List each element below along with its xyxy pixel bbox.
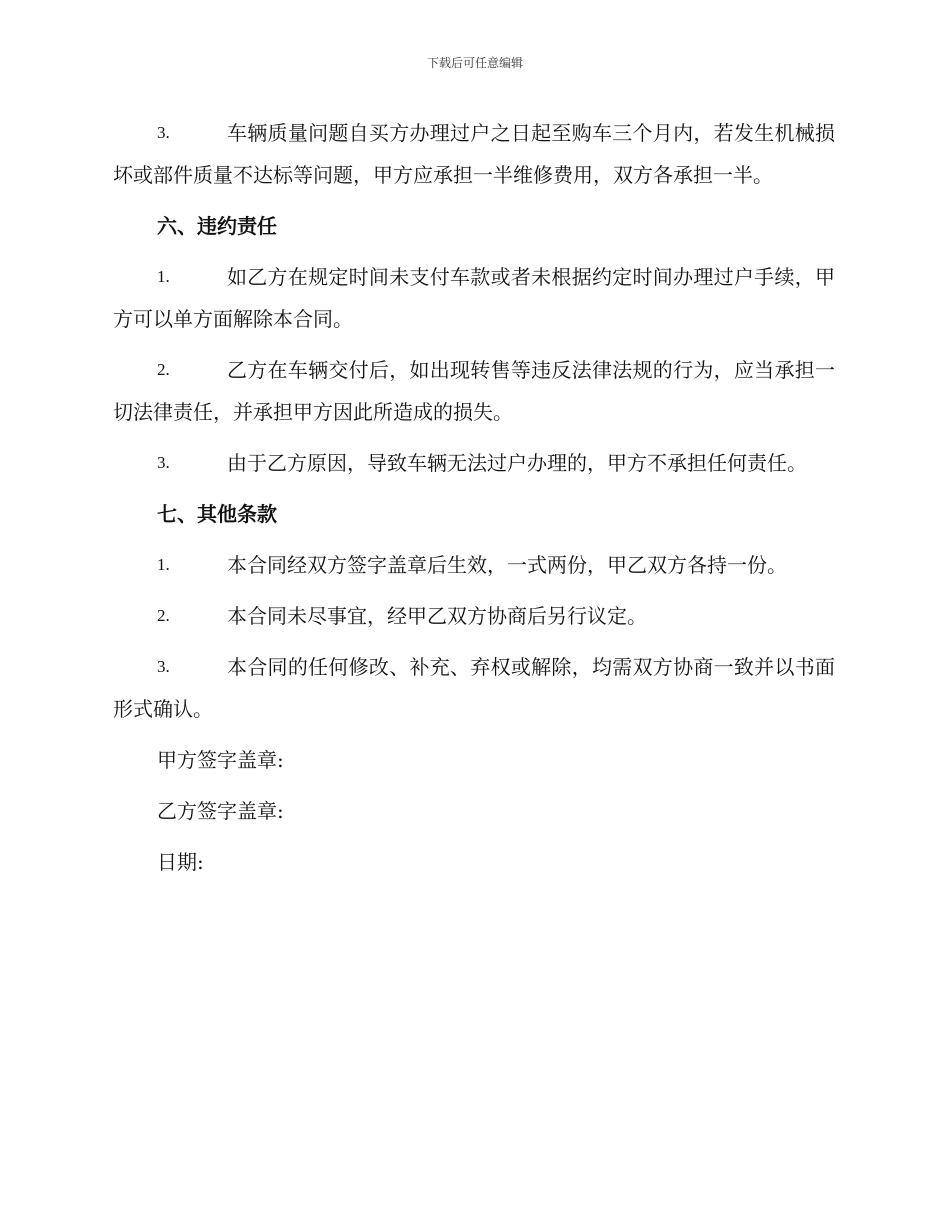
clause-number: 3.: [157, 453, 170, 472]
signature-party-a: 甲方签字盖章:: [157, 748, 284, 772]
clause-5-3: [113, 112, 835, 196]
clause-7-3: [113, 646, 835, 730]
clause-number: 2.: [157, 606, 170, 625]
page-header: 下载后可任意编辑: [426, 56, 523, 70]
section-heading-breach: 六、违约责任: [157, 214, 277, 238]
clause-7-1: [113, 544, 835, 586]
document-body: [113, 112, 835, 892]
clause-6-2: [113, 349, 835, 433]
clause-number: 3.: [157, 657, 170, 676]
clause-text: 本合同未尽事宜，经甲乙双方协商后另行议定。: [227, 604, 647, 628]
clause-text: 本合同的任何修改、补充、弃权或解除，均需双方协商一致并以书面形式确认。: [113, 655, 835, 721]
signature-date: 日期:: [157, 850, 204, 874]
signature-party-b: 乙方签字盖章:: [157, 799, 284, 823]
clause-7-2: [113, 595, 835, 637]
section-heading-other-terms: 七、其他条款: [157, 502, 277, 526]
clause-number: 3.: [157, 123, 170, 142]
clause-6-3: [113, 442, 835, 484]
clause-text: 车辆质量问题自买方办理过户之日起至购车三个月内，若发生机械损坏或部件质量不达标等问题，甲方应承担一半维修费用，双方各承担一半。: [113, 121, 835, 187]
clause-number: 1.: [157, 555, 170, 574]
clause-text: 乙方在车辆交付后，如出现转售等违反法律法规的行为，应当承担一切法律责任，并承担甲方因此所造成的损失。: [113, 358, 835, 424]
clause-number: 1.: [157, 267, 170, 286]
clause-text: 如乙方在规定时间未支付车款或者未根据约定时间办理过户手续，甲方可以单方面解除本合同。: [113, 265, 835, 331]
clause-text: 由于乙方原因，导致车辆无法过户办理的，甲方不承担任何责任。: [227, 451, 807, 475]
clause-6-1: [113, 256, 835, 340]
clause-text: 本合同经双方签字盖章后生效，一式两份，甲乙双方各持一份。: [227, 553, 787, 577]
clause-number: 2.: [157, 360, 170, 379]
